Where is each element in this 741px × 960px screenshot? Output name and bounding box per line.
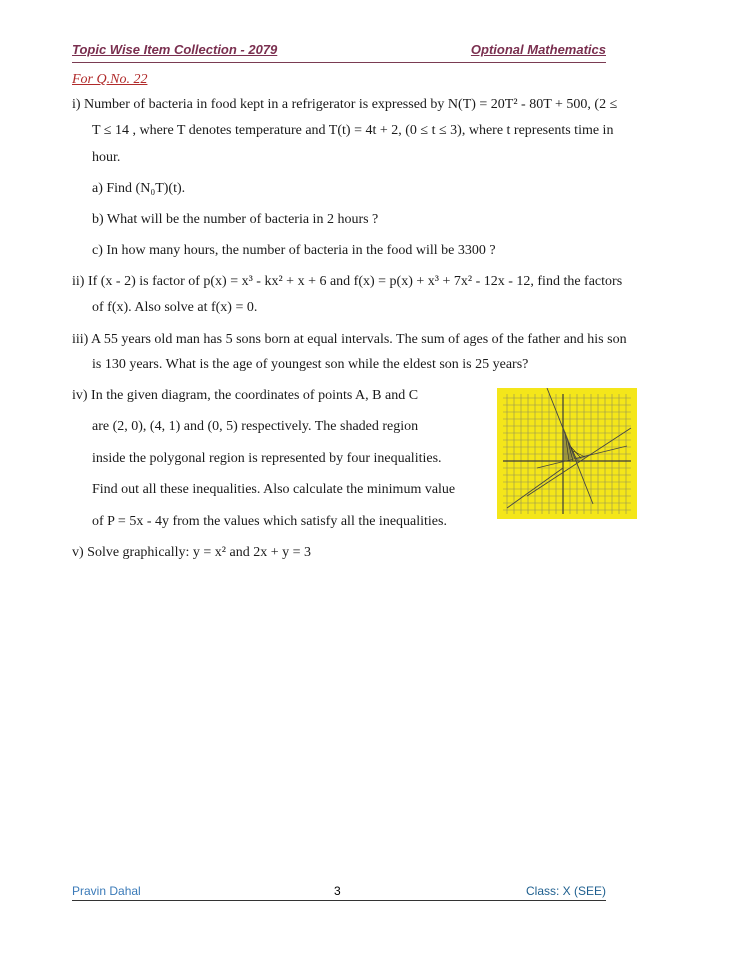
q4-line-2: are (2, 0), (4, 1) and (0, 5) respectively. The shaded region: [92, 419, 419, 434]
page-header: [72, 42, 606, 63]
footer-class: Class: X (SEE): [525, 884, 606, 898]
header-collection-title: Topic Wise Item Collection - 2079: [72, 42, 278, 57]
q1-line-3: hour.: [92, 150, 121, 165]
q2-line-2: of f(x). Also solve at f(x) = 0.: [92, 300, 258, 315]
footer-page-number: 3: [334, 884, 341, 898]
q4-line-5: of P = 5x - 4y from the values which satisfy all the inequalities.: [92, 514, 447, 529]
page-footer: [72, 884, 606, 901]
q1-part-b: b) What will be the number of bacteria in 2 hours ?: [92, 212, 379, 227]
header-subject: Optional Mathematics: [470, 42, 606, 57]
q4-line-3: inside the polygonal region is represented by four inequalities.: [92, 451, 442, 466]
q1-line-1: i) Number of bacteria in food kept in a refrigerator is expressed by N(T) = 20T² - 80T + 500, (2 ≤: [72, 97, 618, 112]
q4-line-4: Find out all these inequalities. Also calculate the minimum value: [92, 482, 456, 497]
question-reference: For Q.No. 22: [72, 72, 148, 87]
q2-line-1: ii) If (x - 2) is factor of p(x) = x³ - kx² + x + 6 and f(x) = p(x) + x³ + 7x² - 12x - 12, find the factors: [72, 274, 623, 289]
q5-line-1: v) Solve graphically: y = x² and 2x + y = 3: [72, 545, 312, 560]
footer-author: Pravin Dahal: [72, 884, 141, 898]
q4-line-1: iv) In the given diagram, the coordinates of points A, B and C: [72, 388, 419, 403]
q1-part-a: a) Find (N₀T)(t).: [92, 181, 186, 196]
inequality-graph: [497, 388, 637, 519]
q3-line-2: is 130 years. What is the age of youngest son while the eldest son is 25 years?: [92, 357, 529, 372]
q3-line-1: iii) A 55 years old man has 5 sons born at equal intervals. The sum of ages of the father and his son: [72, 332, 627, 347]
q1-line-2: T ≤ 14 , where T denotes temperature and T(t) = 4t + 2, (0 ≤ t ≤ 3), where t represents time in: [92, 123, 614, 138]
q1-part-c: c) In how many hours, the number of bacteria in the food will be 3300 ?: [92, 243, 496, 258]
